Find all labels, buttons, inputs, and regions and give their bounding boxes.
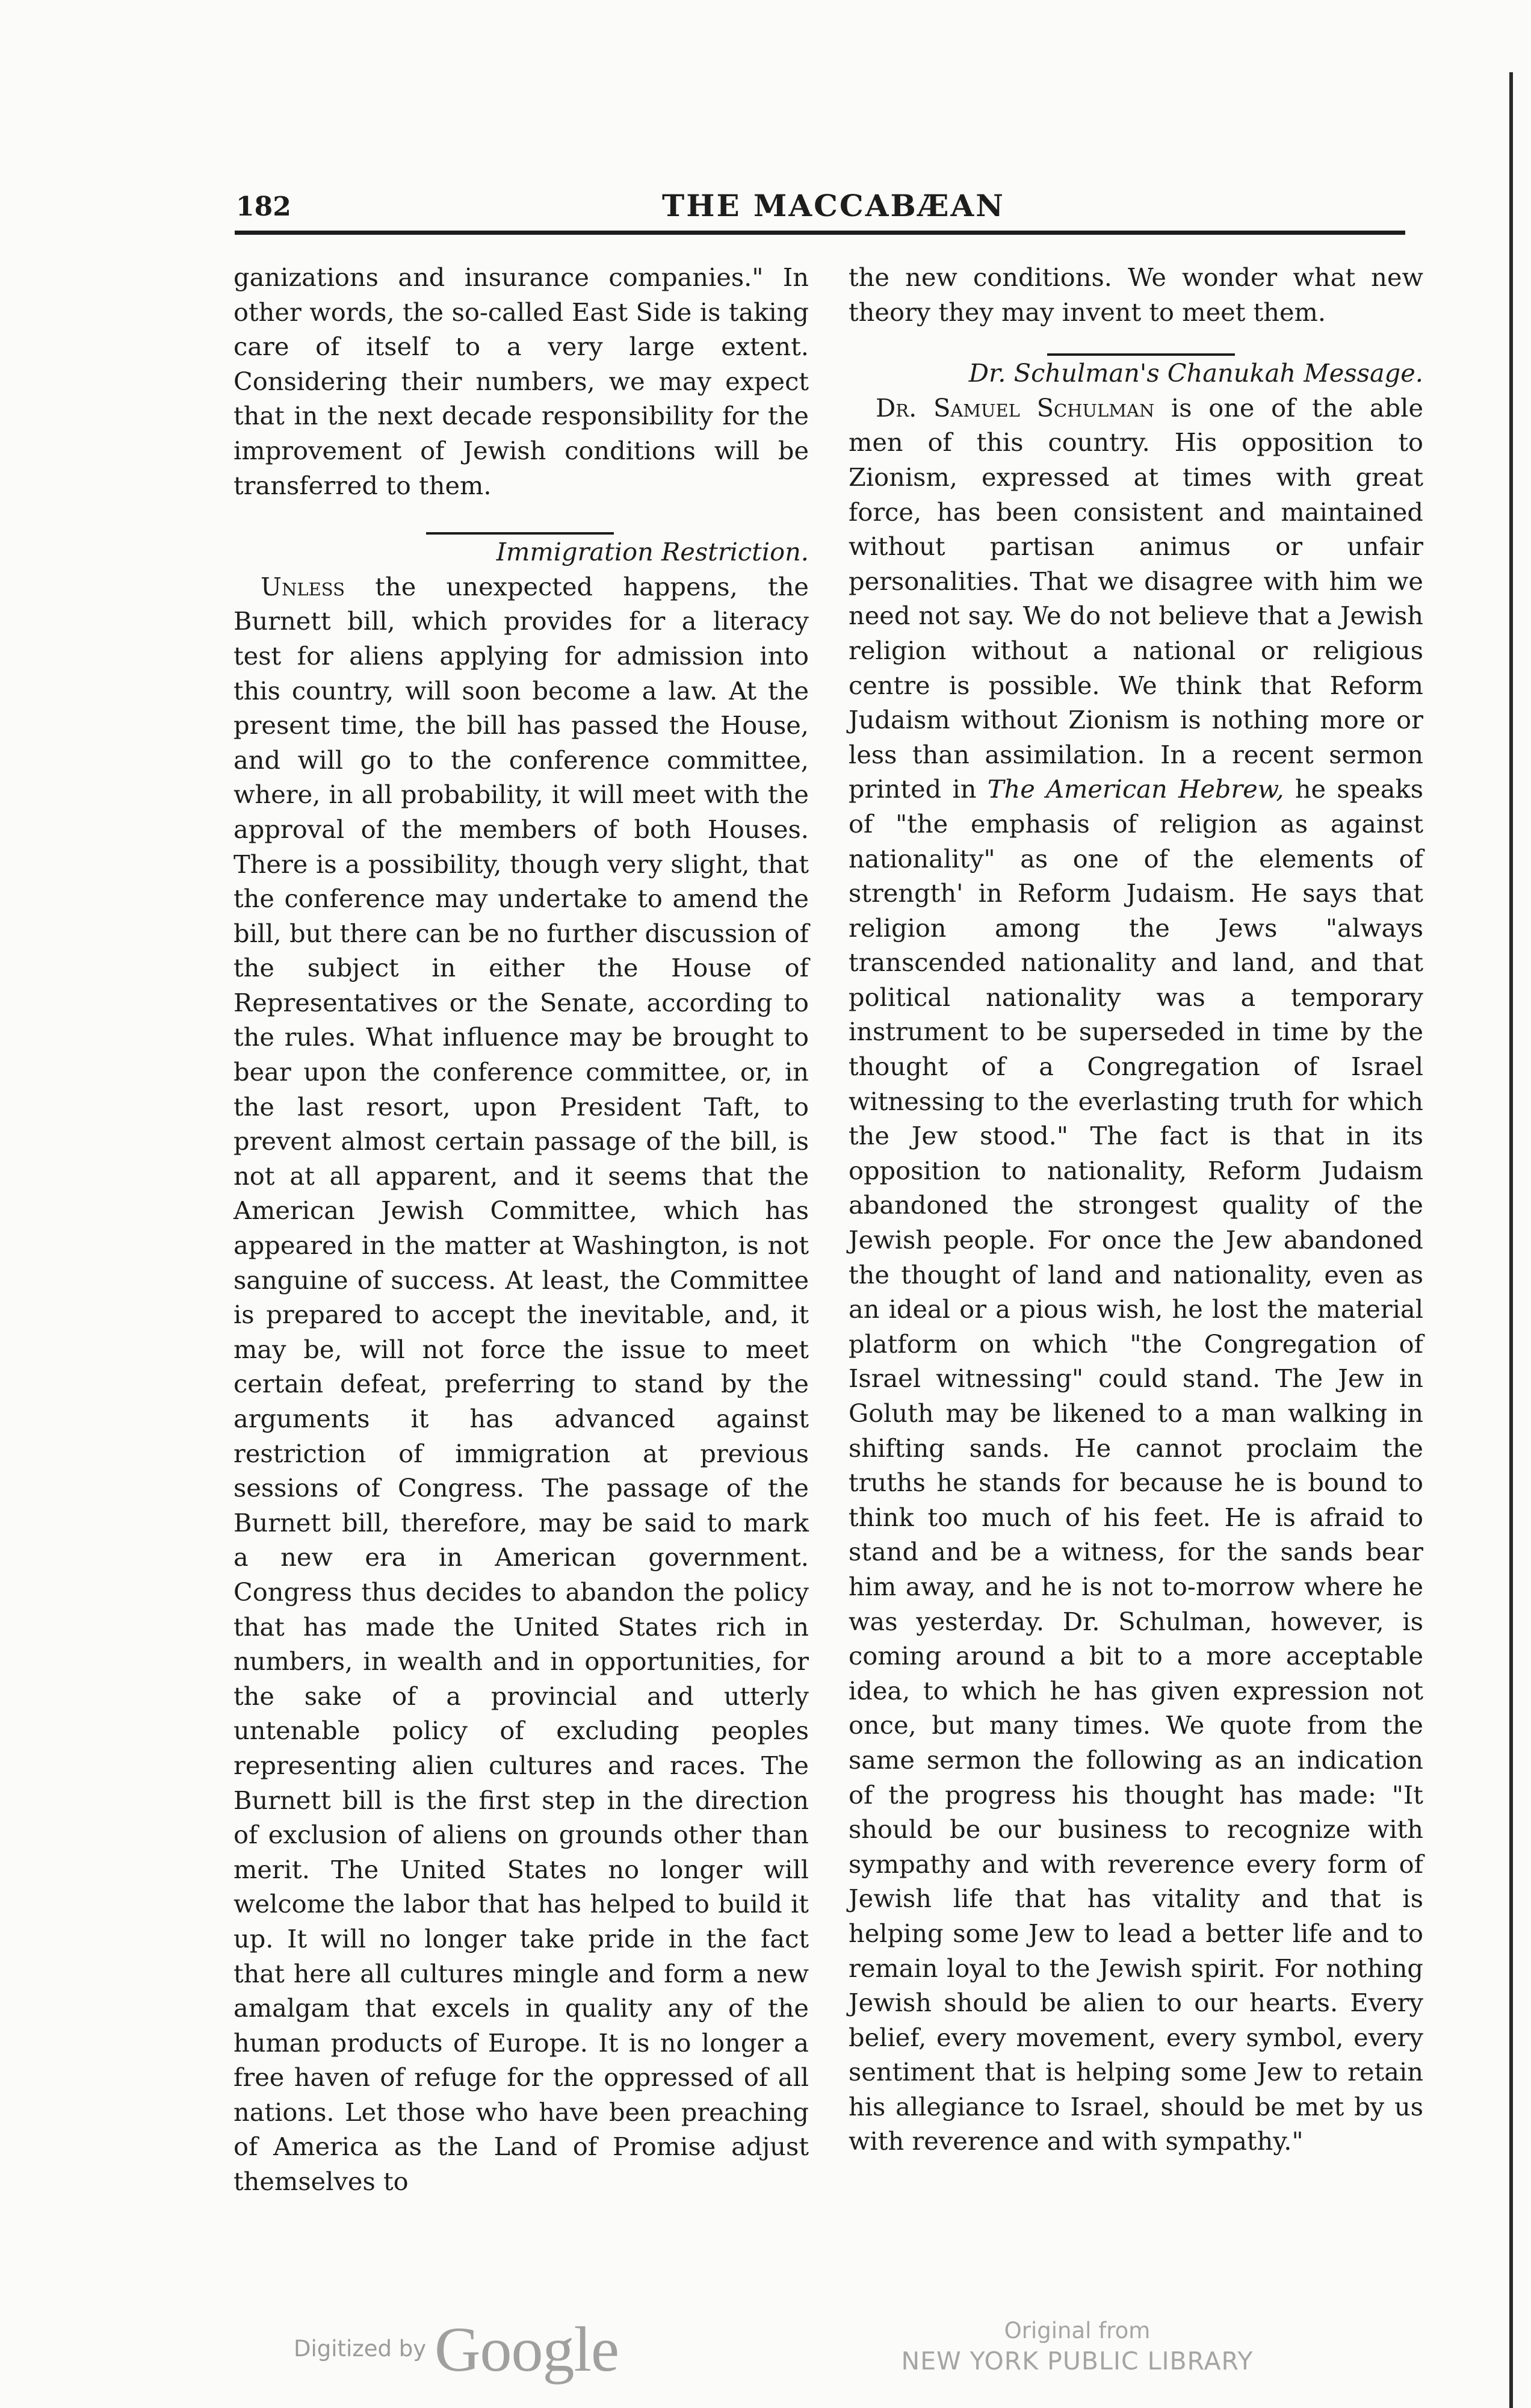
header-rule: [235, 231, 1405, 235]
left-column: [234, 260, 809, 2199]
section-heading-immigration: Immigration Restriction.: [496, 537, 809, 567]
google-logo: Google: [435, 2314, 619, 2385]
schulman-opening-name: Dr. Samuel Schulman: [876, 393, 1155, 423]
publication-name: The American Hebrew,: [987, 774, 1284, 804]
schulman-body-text-1: is one of the able men of this country. His opposition to Zionism, expressed at times with great force, has been consistent and maintained without partisan animus or unfair personalities. That we disagree with him we need not say. We do not believe that a Jewish religion without a national or religious centre is possible. We think that Reform Judaism without Zionism is nothing more or less than assimilation. In a recent sermon printed in: [849, 393, 1423, 804]
journal-title: THE MACCABÆAN: [662, 188, 1005, 223]
original-from-label: Original from: [1004, 2318, 1151, 2344]
immigration-paragraph: [234, 569, 809, 2199]
page-number: 182: [236, 191, 291, 222]
library-attribution: [897, 2316, 1258, 2377]
library-name: NEW YORK PUBLIC LIBRARY: [901, 2347, 1254, 2375]
left-continuation-paragraph: ganizations and insurance companies." In other words, the so-called East Side is taking care of itself to a very large extent. Considering their numbers, we may expect that in the next decade responsibility for the improvement of Jewish conditions will be transferred to them.: [234, 262, 809, 500]
schulman-paragraph: [849, 391, 1423, 2159]
page-edge-line: [1509, 72, 1513, 2408]
immigration-body-text: the unexpected happens, the Burnett bill, which provides for a literacy test for aliens applying for admission into this country, will soon become a law. At the present time, the bill has passed the House, and will go to the conference committee, where, in all probability, it will meet with the approval of the members of both Houses. There is a possibility, though very slight, that the conference may undertake to amend the bill, but there can be no further discussion of the subject in either the House of Representatives or the Senate, according to the rules. What influence may be brought to bear upon the conference committee, or, in the last resort, upon President Taft, to prevent almost certain passage of the bill, is not at all apparent, and it seems that the American Jewish Committee, which has appeared in the matter at Washington, is not sanguine of success. At least, the Committee is prepared to accept the inevitable, and, it may be, will not force the issue to meet certain defeat, preferring to stand by the arguments it has advanced against restriction of immigration at previous sessions of Congress. The passage of the Burnett bill, therefore, may be said to mark a new era in American government. Congress thus decides to abandon the policy that has made the United States rich in numbers, in wealth and in opportunities, for the sake of a provincial and utterly untenable policy of excluding peoples representing alien cultures and races. The Burnett bill is the first step in the direction of exclusion of aliens on grounds other than merit. The United States no longer will welcome the labor that has helped to build it up. It will no longer take pride in the fact that here all cultures mingle and form a new amalgam that excels in quality any of the human products of Europe. It is no longer a free haven of refuge for the oppressed of all nations. Let those who have been preaching of America as the Land of Promise adjust themselves to: [234, 571, 809, 2197]
right-continuation-paragraph: the new conditions. We wonder what new theory they may invent to meet them.: [849, 262, 1423, 327]
schulman-body-text-2: he speaks of "the emphasis of religion as against nationality" as one of the elements of strength' in Reform Judaism. He says that religion among the Jews "always transcended nationality and land, and that political nationality was a temporary instrument to be superseded in time by the thought of a Congregation of Israel witnessing to the everlasting truth for which the Jew stood." The fact is that in its opposition to nationality, Reform Judaism abandoned the strongest quality of the Jewish people. For once the Jew abandoned the thought of land and nationality, even as an ideal or a pious wish, he lost the material platform on which "the Congregation of Israel witnessing" could stand. The Jew in Goluth may be likened to a man walking in shifting sands. He cannot proclaim the truths he stands for because he is bound to think too much of his feet. He is afraid to stand and be a witness, for the sands bear him away, and he is not to-morrow where he was yesterday. Dr. Schulman, however, is coming around a bit to a more acceptable idea, to which he has given expression not once, but many times. We quote from the same sermon the following as an indication of the progress his thought has made: "It should be our business to recognize with sympathy and with reverence every form of Jewish life that has vitality and that is helping some Jew to lead a better life and to remain loyal to the Jewish spirit. For nothing Jewish should be alien to our hearts. Every belief, every movement, every symbol, every sentiment that is helping some Jew to retain his allegiance to Israel, should be met by us with reverence and with sympathy.": [849, 774, 1423, 2156]
immigration-opening-word: Unless: [261, 571, 345, 601]
right-column: [849, 260, 1423, 2159]
digitized-by-label: Digitized by: [294, 2336, 427, 2362]
section-heading-schulman: Dr. Schulman's Chanukah Message.: [968, 358, 1423, 388]
